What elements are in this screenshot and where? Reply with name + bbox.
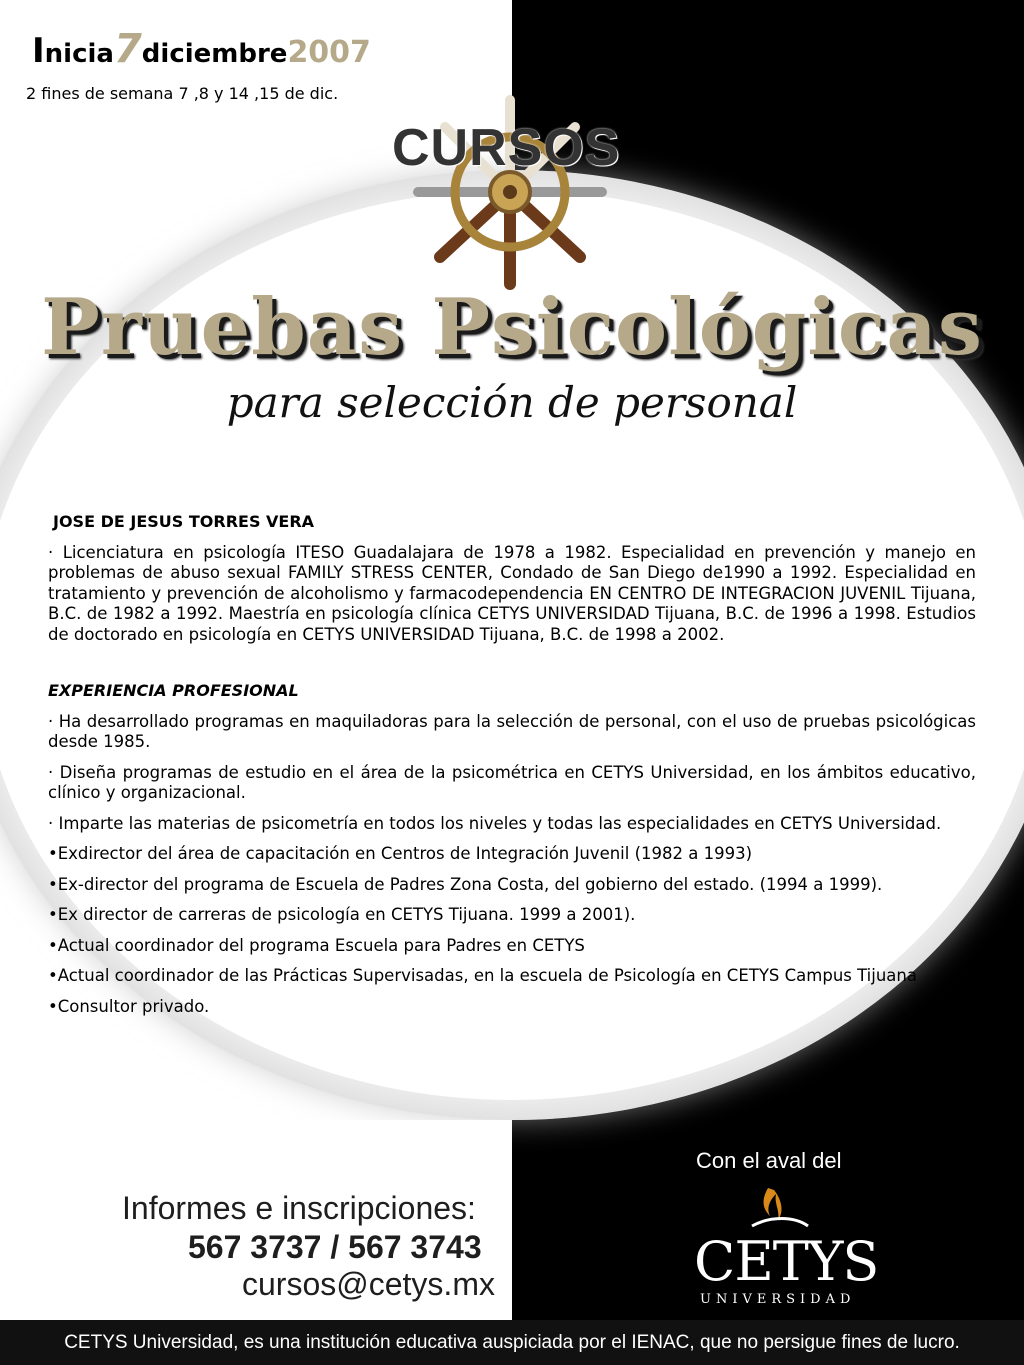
page-subtitle: para selección de personal [226,378,798,427]
experience-item: •Exdirector del área de capacitación en Centros de Integración Juvenil (1982 a 1993) [48,844,753,863]
date-month: diciembre [141,39,288,69]
date-word: nicia [44,39,114,69]
weekends-text: 2 fines de semana 7 ,8 y 14 ,15 de dic. [26,84,339,103]
cetys-logo-subtext: UNIVERSIDAD [700,1292,856,1307]
main-content [48,512,976,1027]
experience-item: · Diseña programas de estudio en el área de la psicométrica en CETYS Universidad, en los ámbitos educativo, clínico y organizacional. [48,762,976,802]
footer-disclaimer: CETYS Universidad, es una institución educativa auspiciada por el IENAC, que no persigue fines de lucro. [0,1320,1024,1365]
experience-item: •Consultor privado. [48,996,210,1016]
endorsement-label: Con el aval del [696,1148,842,1173]
start-date [32,26,371,72]
experience-item: · Ha desarrollado programas en maquiladoras para la selección de personal, con el uso de pruebas psicológicas desde 1985. [48,711,976,751]
cursos-logo: CURSOS [392,119,621,177]
date-number: 7 [113,26,142,72]
page-title: Pruebas Psicológicas [41,282,983,373]
experience-item: •Actual coordinador de las Prácticas Supervisadas, en la escuela de Psicología en CETYS Campus Tijuana [48,966,917,985]
contact-heading: Informes e inscripciones: [122,1190,476,1226]
experience-item: •Ex director de carreras de psicología en CETYS Tijuana. 1999 a 2001). [48,905,636,924]
cetys-logo-text: CETYS [694,1230,879,1293]
contact-phones[interactable]: 567 3737 / 567 3743 [188,1229,482,1265]
contact-email[interactable]: cursos@cetys.mx [242,1266,495,1302]
date-year: 2007 [287,35,371,70]
date-initial: I [32,31,45,71]
experience-item: · Imparte las materias de psicometría en todos los niveles y todas las especialidades en CETYS Universidad. [48,813,942,833]
experience-item: •Actual coordinador del programa Escuela para Padres en CETYS [48,935,585,955]
instructor-name: JOSE DE JESUS TORRES VERA [53,512,315,531]
experience-heading: EXPERIENCIA PROFESIONAL [48,681,299,700]
education-paragraph: · Licenciatura en psicología ITESO Guadalajara de 1978 a 1982. Especialidad en prevención y manejo en problemas de abuso sexual FAMILY STRESS CENTER, Condado de San Diego de1990 a 1992. Especialidad en tratamiento y prevención de alcoholismo y farmacodependencia EN CENTRO DE INTEGRACION JUVENIL Tijuana, B.C. de 1982 a 1992. Maestría en psicología clínica CETYS UNIVERSIDAD Tijuana, B.C. de 1996 a 1998. Estudios de doctorado en psicología en CETYS UNIVERSIDAD Tijuana, B.C. de 1998 a 2002. [48,542,976,644]
experience-item: •Ex-director del programa de Escuela de Padres Zona Costa, del gobierno del estado. (1994 a 1999). [48,874,883,894]
contact-info [122,1190,495,1303]
